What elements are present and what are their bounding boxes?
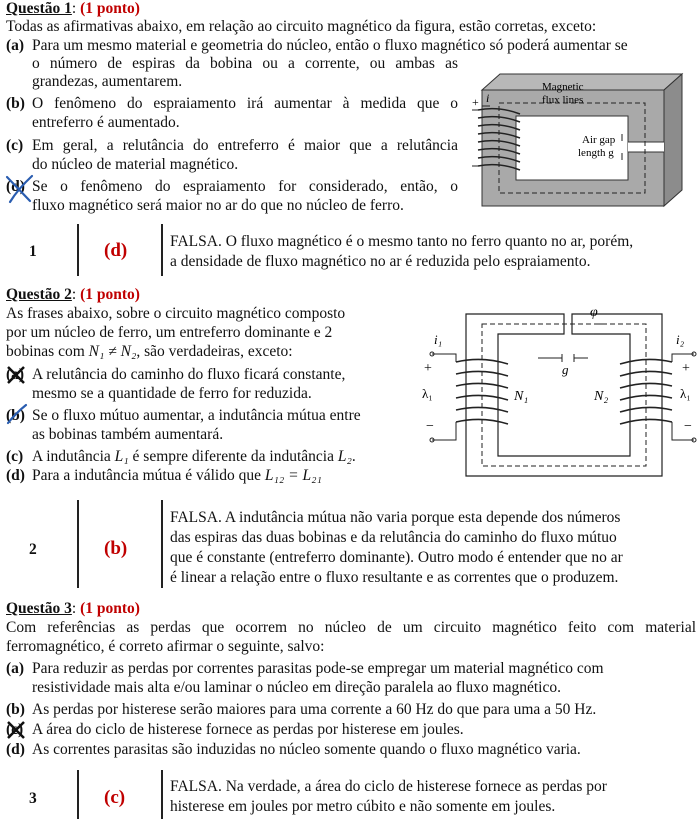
answer-1-letter: (d) bbox=[104, 240, 128, 261]
q2-fig-plus-right: + bbox=[682, 361, 690, 376]
q1-option-c-label: (c) bbox=[6, 137, 24, 154]
q1-option-a-label: (a) bbox=[6, 37, 25, 54]
answer-2-text bbox=[170, 508, 623, 588]
q3-title: Questão 3 bbox=[6, 600, 72, 617]
q2-title: Questão 2 bbox=[6, 286, 72, 303]
q2-option-c-label: (c) bbox=[6, 448, 24, 465]
q3-intro-1: Com referências as perdas que ocorrem no núcleo de um circuito magnético feito com material bbox=[6, 619, 696, 636]
answer-2-number: 2 bbox=[29, 541, 37, 558]
q3-option-d-line1: As correntes parasitas são induzidas no núcleo somente quando o fluxo magnético varia. bbox=[32, 741, 581, 758]
q2-magnetic-core-figure bbox=[418, 306, 698, 482]
q3-option-c bbox=[6, 721, 464, 739]
answer-1-text bbox=[170, 232, 633, 272]
answer-3-number: 3 bbox=[29, 790, 37, 807]
answer-2-line2: das espiras das duas bobinas e da relutância do caminho do fluxo mútuo bbox=[170, 529, 617, 546]
q2-fig-N1: N₁ bbox=[514, 389, 529, 404]
q1-option-d-line1: Se o fenômeno do espraiamento for considerado, então, o bbox=[32, 178, 458, 195]
q3-option-a-label: (a) bbox=[6, 660, 25, 677]
q2-option-c-pre: A indutância bbox=[32, 448, 115, 465]
q2-fig-minus-right: − bbox=[684, 419, 692, 434]
answer-3-line2: histerese em joules por metro cúbito e não somente em joules. bbox=[170, 798, 556, 815]
q2-fig-plus-left: + bbox=[424, 361, 432, 376]
q2-intro-3 bbox=[6, 343, 293, 361]
q3-option-b-line1: As perdas por histerese serão maiores para uma corrente a 60 Hz do que para uma a 50 Hz. bbox=[32, 701, 597, 718]
q2-fig-N2: N₂ bbox=[594, 389, 609, 404]
answer-2-letter: (b) bbox=[104, 538, 128, 559]
answer-1-divider bbox=[77, 224, 79, 276]
q2-fig-lambda-left: λ₁ bbox=[422, 386, 433, 401]
q2-intro-2: por um núcleo de ferro, um entreferro dominante e 2 bbox=[6, 324, 333, 341]
q1-header bbox=[6, 0, 140, 18]
q2-option-a-line2: mesmo se a quantidade de ferro for reduzida. bbox=[32, 385, 312, 402]
q1-option-d-label: (d) bbox=[6, 178, 25, 195]
q3-option-b-label: (b) bbox=[6, 701, 25, 718]
q3-intro-2: ferromagnético, é correto afirmar o seguinte, salvo: bbox=[6, 638, 325, 655]
answer-2-divider-2 bbox=[161, 500, 163, 588]
q3-option-b bbox=[6, 701, 596, 719]
q1-option-a-line3: grandezas, aumentarem. bbox=[32, 73, 183, 90]
q1-option-b-line1: O fenômeno do espraiamento irá aumentar à medida que o bbox=[32, 95, 458, 112]
q1-fig-plus: + bbox=[472, 95, 479, 109]
cross-mark-icon bbox=[4, 364, 30, 386]
q2-colon: : bbox=[71, 286, 77, 303]
q1-fig-flux-label-2: flux lines bbox=[542, 94, 584, 106]
answer-1-line2: a densidade de fluxo magnético no ar é reduzida pelo espraiamento. bbox=[170, 253, 591, 270]
q3-option-d-label: (d) bbox=[6, 741, 25, 758]
q1-option-d bbox=[6, 178, 458, 196]
q3-header bbox=[6, 600, 140, 618]
q3-option-a bbox=[6, 660, 604, 678]
q3-option-c-label: (c) bbox=[6, 721, 24, 738]
q1-option-b-label: (b) bbox=[6, 95, 25, 112]
answer-1-number: 1 bbox=[29, 243, 37, 260]
answer-3-text bbox=[170, 777, 607, 817]
q2-option-c-math1: L₁ bbox=[114, 448, 129, 465]
q1-fig-current: i bbox=[486, 91, 490, 105]
answer-2-line1: FALSA. A indutância mútua não varia porque esta depende dos números bbox=[170, 509, 621, 526]
answer-1-line1: FALSA. O fluxo magnético é o mesmo tanto no ferro quanto no ar, porém, bbox=[170, 233, 634, 250]
q3-option-a-line1: Para reduzir as perdas por correntes parasitas pode-se empregar um material magnético com bbox=[32, 660, 604, 677]
q3-option-d bbox=[6, 741, 581, 759]
q2-option-c-math2: L₂ bbox=[337, 448, 352, 465]
cross-mark-icon bbox=[4, 719, 30, 741]
q2-option-a-label: (a) bbox=[6, 366, 25, 383]
q2-intro-3-post: , são verdadeiras, exceto: bbox=[136, 343, 293, 360]
q2-option-d-math: L₁₂ = L₂₁ bbox=[264, 467, 322, 484]
q3-option-a-line2: resistividade mais alta e/ou laminar o núcleo em direção paralela ao fluxo magnético. bbox=[32, 679, 561, 696]
q2-fig-minus-left: − bbox=[426, 419, 434, 434]
q2-option-c bbox=[6, 448, 356, 466]
q2-fig-i1: i₁ bbox=[434, 332, 443, 347]
q2-option-a-line1: A relutância do caminho do fluxo ficará constante, bbox=[32, 366, 346, 383]
q1-colon: : bbox=[71, 0, 77, 17]
q2-option-c-post: . bbox=[351, 448, 356, 465]
q1-intro: Todas as afirmativas abaixo, em relação ao circuito magnético da figura, estão corretas, exceto: bbox=[6, 18, 597, 35]
q2-option-d-pre: Para a indutância mútua é válido que bbox=[32, 467, 265, 484]
q2-fig-i2: i₂ bbox=[676, 332, 685, 347]
q2-option-b bbox=[6, 407, 361, 425]
q3-option-c-line1: A área do ciclo de histerese fornece as perdas por histerese em joules. bbox=[32, 721, 464, 738]
q1-option-a-line1: Para um mesmo material e geometria do núcleo, então o fluxo magnético só poderá aumentar se bbox=[32, 37, 628, 54]
q2-intro-3-pre: bobinas com bbox=[6, 343, 89, 360]
q2-header bbox=[6, 286, 140, 304]
q2-fig-g: g bbox=[562, 362, 569, 377]
q2-points: (1 ponto) bbox=[80, 286, 140, 303]
q1-option-b-line2: entreferro é aumentado. bbox=[32, 114, 180, 131]
q1-magnetic-core-figure bbox=[472, 68, 694, 216]
q2-option-b-line1: Se o fluxo mútuo aumentar, a indutância mútua entre bbox=[32, 407, 361, 424]
q1-option-c bbox=[6, 137, 458, 155]
answer-3-line1: FALSA. Na verdade, a área do ciclo de histerese fornece as perdas por bbox=[170, 778, 607, 795]
q1-option-c-line2: do núcleo de material magnético. bbox=[32, 156, 239, 173]
answer-1-divider-2 bbox=[161, 224, 163, 276]
answer-2-line3: que é constante (entreferro dominante). Outro modo é entender que no ar bbox=[170, 549, 623, 566]
q1-option-d-line2: fluxo magnético será maior no ar do que no núcleo de ferro. bbox=[32, 197, 404, 214]
answer-2-divider bbox=[77, 500, 79, 588]
q2-intro-3-math: N₁ ≠ N₂ bbox=[88, 343, 137, 360]
q2-intro-1: As frases abaixo, sobre o circuito magnético composto bbox=[6, 305, 346, 322]
q1-option-b bbox=[6, 95, 458, 113]
q2-option-b-label: (b) bbox=[6, 407, 25, 424]
q1-option-a-line2: o número de espiras da bobina ou a corrente, ou ambas as bbox=[32, 55, 458, 72]
q2-fig-phi: φ bbox=[590, 306, 598, 320]
q1-fig-flux-label-1: Magnetic bbox=[542, 81, 584, 93]
q1-option-c-line1: Em geral, a relutância do entreferro é maior que a relutância bbox=[32, 137, 458, 154]
slash-mark-icon bbox=[4, 403, 30, 427]
q1-title: Questão 1 bbox=[6, 0, 72, 17]
q1-points: (1 ponto) bbox=[80, 0, 140, 17]
answer-3-letter: (c) bbox=[104, 787, 126, 808]
q2-option-a bbox=[6, 366, 345, 384]
answer-2-line4: é linear a relação entre o fluxo resultante e as correntes que o produzem. bbox=[170, 569, 619, 586]
q1-fig-gap-label-2: length g bbox=[578, 147, 614, 159]
cross-mark-icon bbox=[4, 173, 34, 205]
answer-3-divider-2 bbox=[161, 770, 163, 819]
q2-fig-lambda-right: λ₁ bbox=[680, 386, 691, 401]
q3-colon: : bbox=[71, 600, 77, 617]
q3-points: (1 ponto) bbox=[80, 600, 140, 617]
q2-option-b-line2: as bobinas também aumentará. bbox=[32, 426, 224, 443]
answer-3-divider bbox=[77, 770, 79, 819]
q2-option-d bbox=[6, 467, 322, 485]
q1-fig-gap-label-1: Air gap bbox=[582, 134, 616, 146]
q2-option-c-mid: é sempre diferente da indutância bbox=[128, 448, 338, 465]
q2-option-d-label: (d) bbox=[6, 467, 25, 484]
q1-option-a bbox=[6, 37, 628, 55]
